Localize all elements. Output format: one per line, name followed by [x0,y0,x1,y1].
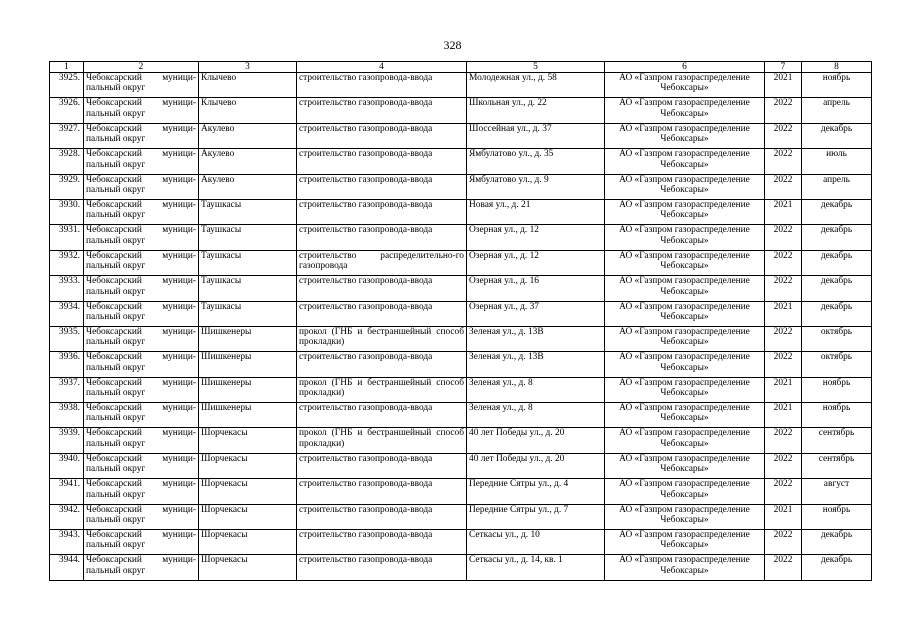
year-cell: 2022 [765,479,802,504]
organization-cell: АО «Газпром газораспределение Чебоксары» [605,555,765,580]
district-cell: Чебоксарский муници-пальный округ [84,149,199,174]
year-cell: 2022 [765,225,802,250]
work-type-cell: строительство газопровода-ввода [297,199,467,224]
work-type-cell: строительство газопровода-ввода [297,352,467,377]
column-header: 4 [297,62,467,73]
row-number-cell: 3936. [50,352,84,377]
table-row [50,250,872,275]
row-number-cell: 3943. [50,530,84,555]
address-cell: Озерная ул., д. 12 [467,250,605,275]
table-row [50,225,872,250]
work-type-cell: строительство газопровода-ввода [297,73,467,98]
organization-cell: АО «Газпром газораспределение Чебоксары» [605,199,765,224]
work-type-cell: прокол (ГНБ и бестраншейный способ прокладки) [297,326,467,351]
row-number-cell: 3941. [50,479,84,504]
organization-cell: АО «Газпром газораспределение Чебоксары» [605,403,765,428]
address-cell: 40 лет Победы ул., д. 20 [467,428,605,453]
organization-cell: АО «Газпром газораспределение Чебоксары» [605,123,765,148]
month-cell: ноябрь [802,377,872,402]
table-row [50,199,872,224]
organization-cell: АО «Газпром газораспределение Чебоксары» [605,98,765,123]
row-number-cell: 3937. [50,377,84,402]
district-cell: Чебоксарский муници-пальный округ [84,453,199,478]
district-cell: Чебоксарский муници-пальный округ [84,530,199,555]
address-cell: 40 лет Победы ул., д. 20 [467,453,605,478]
district-cell: Чебоксарский муници-пальный округ [84,123,199,148]
year-cell: 2022 [765,98,802,123]
year-cell: 2021 [765,504,802,529]
locality-cell: Таушкасы [199,301,297,326]
table-row [50,301,872,326]
row-number-cell: 3931. [50,225,84,250]
locality-cell: Шишкенеры [199,403,297,428]
address-cell: Озерная ул., д. 16 [467,276,605,301]
row-number-cell: 3927. [50,123,84,148]
locality-cell: Шорчекасы [199,530,297,555]
address-cell: Зеленая ул., д. 8 [467,377,605,402]
work-type-cell: строительство газопровода-ввода [297,555,467,580]
month-cell: август [802,479,872,504]
work-type-cell: прокол (ГНБ и бестраншейный способ прокладки) [297,428,467,453]
locality-cell: Таушкасы [199,250,297,275]
column-header: 8 [802,62,872,73]
organization-cell: АО «Газпром газораспределение Чебоксары» [605,276,765,301]
year-cell: 2022 [765,123,802,148]
address-cell: Зеленая ул., д. 8 [467,403,605,428]
district-cell: Чебоксарский муници-пальный округ [84,199,199,224]
work-type-cell: строительство газопровода-ввода [297,403,467,428]
month-cell: апрель [802,98,872,123]
row-number-cell: 3935. [50,326,84,351]
district-cell: Чебоксарский муници-пальный округ [84,225,199,250]
district-cell: Чебоксарский муници-пальный округ [84,73,199,98]
locality-cell: Шорчекасы [199,428,297,453]
district-cell: Чебоксарский муници-пальный округ [84,555,199,580]
table-row [50,174,872,199]
table-row [50,453,872,478]
address-cell: Озерная ул., д. 12 [467,225,605,250]
district-cell: Чебоксарский муници-пальный округ [84,174,199,199]
row-number-cell: 3939. [50,428,84,453]
year-cell: 2021 [765,301,802,326]
row-number-cell: 3942. [50,504,84,529]
year-cell: 2022 [765,428,802,453]
address-cell: Сеткасы ул., д. 14, кв. 1 [467,555,605,580]
month-cell: июль [802,149,872,174]
month-cell: октябрь [802,326,872,351]
year-cell: 2022 [765,555,802,580]
locality-cell: Шорчекасы [199,479,297,504]
work-type-cell: строительство газопровода-ввода [297,301,467,326]
month-cell: ноябрь [802,73,872,98]
work-type-cell: прокол (ГНБ и бестраншейный способ прокладки) [297,377,467,402]
organization-cell: АО «Газпром газораспределение Чебоксары» [605,250,765,275]
locality-cell: Таушкасы [199,276,297,301]
column-header: 5 [467,62,605,73]
table-row [50,377,872,402]
table-row [50,530,872,555]
organization-cell: АО «Газпром газораспределение Чебоксары» [605,73,765,98]
month-cell: декабрь [802,225,872,250]
address-cell: Ямбулатово ул., д. 35 [467,149,605,174]
column-header: 1 [50,62,84,73]
row-number-cell: 3933. [50,276,84,301]
year-cell: 2021 [765,73,802,98]
table-row [50,98,872,123]
month-cell: октябрь [802,352,872,377]
district-cell: Чебоксарский муници-пальный округ [84,276,199,301]
row-number-cell: 3932. [50,250,84,275]
organization-cell: АО «Газпром газораспределение Чебоксары» [605,479,765,504]
year-cell: 2022 [765,453,802,478]
month-cell: декабрь [802,276,872,301]
month-cell: сентябрь [802,428,872,453]
work-type-cell: строительство газопровода-ввода [297,123,467,148]
row-number-cell: 3926. [50,98,84,123]
year-cell: 2021 [765,199,802,224]
district-cell: Чебоксарский муници-пальный округ [84,428,199,453]
year-cell: 2021 [765,403,802,428]
year-cell: 2022 [765,174,802,199]
page-number: 328 [443,38,462,52]
row-number-cell: 3930. [50,199,84,224]
table-row [50,428,872,453]
locality-cell: Таушкасы [199,199,297,224]
locality-cell: Шорчекасы [199,504,297,529]
organization-cell: АО «Газпром газораспределение Чебоксары» [605,149,765,174]
year-cell: 2022 [765,352,802,377]
month-cell: ноябрь [802,403,872,428]
locality-cell: Шорчекасы [199,555,297,580]
address-cell: Ямбулатово ул., д. 9 [467,174,605,199]
work-type-cell: строительство газопровода-ввода [297,479,467,504]
year-cell: 2022 [765,149,802,174]
work-type-cell: строительство газопровода-ввода [297,504,467,529]
work-type-cell: строительство газопровода-ввода [297,453,467,478]
organization-cell: АО «Газпром газораспределение Чебоксары» [605,530,765,555]
table-row [50,555,872,580]
table-row [50,504,872,529]
address-cell: Зеленая ул., д. 13В [467,352,605,377]
organization-cell: АО «Газпром газораспределение Чебоксары» [605,225,765,250]
work-type-cell: строительство газопровода-ввода [297,174,467,199]
row-number-cell: 3938. [50,403,84,428]
locality-cell: Таушкасы [199,225,297,250]
organization-cell: АО «Газпром газораспределение Чебоксары» [605,301,765,326]
organization-cell: АО «Газпром газораспределение Чебоксары» [605,504,765,529]
table-row [50,73,872,98]
district-cell: Чебоксарский муници-пальный округ [84,98,199,123]
locality-cell: Шишкенеры [199,326,297,351]
table-row [50,326,872,351]
locality-cell: Клычево [199,73,297,98]
table-row [50,352,872,377]
row-number-cell: 3929. [50,174,84,199]
year-cell: 2022 [765,530,802,555]
district-cell: Чебоксарский муници-пальный округ [84,504,199,529]
table-row [50,403,872,428]
month-cell: декабрь [802,555,872,580]
address-cell: Новая ул., д. 21 [467,199,605,224]
work-type-cell: строительство распределительно-го газопровода [297,250,467,275]
column-header: 7 [765,62,802,73]
address-cell: Передние Сятры ул., д. 4 [467,479,605,504]
work-type-cell: строительство газопровода-ввода [297,530,467,555]
year-cell: 2022 [765,276,802,301]
table-row [50,276,872,301]
row-number-cell: 3934. [50,301,84,326]
month-cell: декабрь [802,199,872,224]
column-header: 6 [605,62,765,73]
header-row [50,62,872,73]
column-header: 3 [199,62,297,73]
address-cell: Молодежная ул., д. 58 [467,73,605,98]
address-cell: Шоссейная ул., д. 37 [467,123,605,148]
organization-cell: АО «Газпром газораспределение Чебоксары» [605,453,765,478]
district-cell: Чебоксарский муници-пальный округ [84,479,199,504]
organization-cell: АО «Газпром газораспределение Чебоксары» [605,174,765,199]
month-cell: сентябрь [802,453,872,478]
table-body [50,73,872,581]
address-cell: Школьная ул., д. 22 [467,98,605,123]
address-cell: Сеткасы ул., д. 10 [467,530,605,555]
year-cell: 2022 [765,250,802,275]
table-row [50,149,872,174]
work-type-cell: строительство газопровода-ввода [297,276,467,301]
work-type-cell: строительство газопровода-ввода [297,149,467,174]
month-cell: декабрь [802,301,872,326]
organization-cell: АО «Газпром газораспределение Чебоксары» [605,377,765,402]
locality-cell: Шорчекасы [199,453,297,478]
row-number-cell: 3925. [50,73,84,98]
district-cell: Чебоксарский муници-пальный округ [84,301,199,326]
locality-cell: Клычево [199,98,297,123]
locality-cell: Акулево [199,149,297,174]
locality-cell: Акулево [199,123,297,148]
address-cell: Передние Сятры ул., д. 7 [467,504,605,529]
month-cell: декабрь [802,250,872,275]
district-cell: Чебоксарский муници-пальный округ [84,352,199,377]
organization-cell: АО «Газпром газораспределение Чебоксары» [605,326,765,351]
organization-cell: АО «Газпром газораспределение Чебоксары» [605,428,765,453]
month-cell: ноябрь [802,504,872,529]
column-header: 2 [84,62,199,73]
locality-cell: Шишкенеры [199,377,297,402]
district-cell: Чебоксарский муници-пальный округ [84,326,199,351]
month-cell: апрель [802,174,872,199]
year-cell: 2022 [765,326,802,351]
gasification-table [49,61,872,581]
organization-cell: АО «Газпром газораспределение Чебоксары» [605,352,765,377]
row-number-cell: 3928. [50,149,84,174]
table-row [50,123,872,148]
table-row [50,479,872,504]
locality-cell: Шишкенеры [199,352,297,377]
row-number-cell: 3940. [50,453,84,478]
month-cell: декабрь [802,530,872,555]
locality-cell: Акулево [199,174,297,199]
address-cell: Озерная ул., д. 37 [467,301,605,326]
address-cell: Зеленая ул., д. 13В [467,326,605,351]
year-cell: 2021 [765,377,802,402]
work-type-cell: строительство газопровода-ввода [297,98,467,123]
work-type-cell: строительство газопровода-ввода [297,225,467,250]
district-cell: Чебоксарский муници-пальный округ [84,377,199,402]
row-number-cell: 3944. [50,555,84,580]
district-cell: Чебоксарский муници-пальный округ [84,403,199,428]
month-cell: декабрь [802,123,872,148]
district-cell: Чебоксарский муници-пальный округ [84,250,199,275]
